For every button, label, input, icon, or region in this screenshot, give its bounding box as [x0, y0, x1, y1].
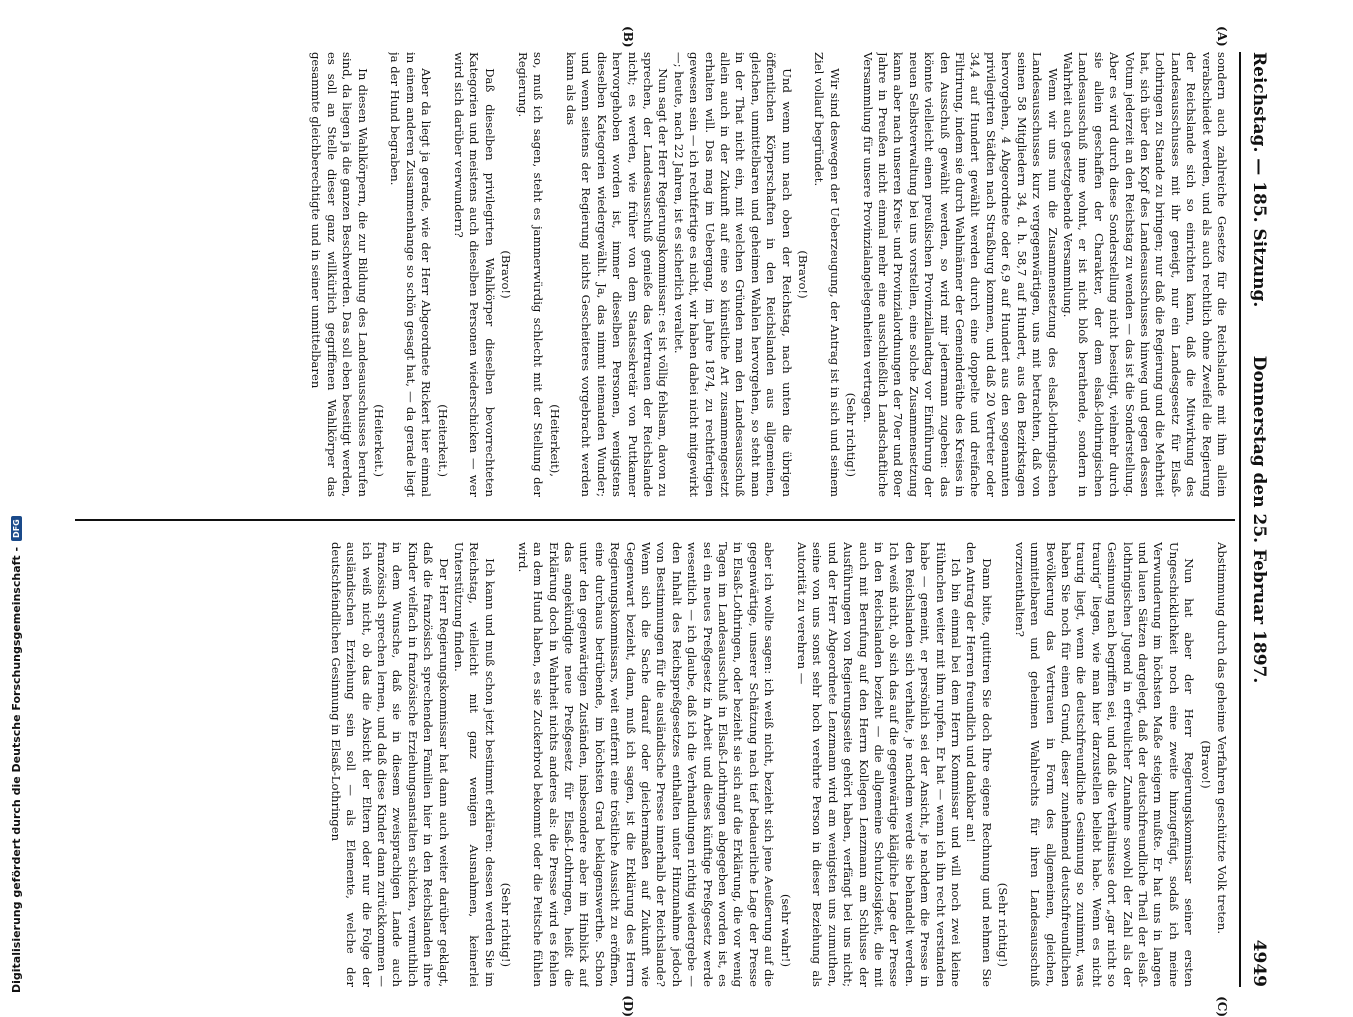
header-date: Donnerstag den 25. Februar 1897. [1249, 355, 1269, 684]
newspaper-page [70, 26, 1275, 1017]
left-column-paragraph: (Heiterkeit), [547, 404, 562, 477]
left-column-paragraph: (Sehr richtig!) [844, 392, 859, 477]
header-session: Reichstag. — 185. Sitzung. [1249, 52, 1269, 308]
margin-marker-b: (B) [621, 26, 635, 48]
left-column-paragraph: (Bravo!) [499, 250, 514, 299]
left-column-paragraph: (Bravo!) [796, 250, 811, 299]
right-column-paragraph: (Sehr richtig!) [499, 882, 514, 967]
credit-text: Digitalisierung gefördert durch die Deutsche Forschungsgemeinschaft - [10, 546, 23, 993]
left-column-paragraph: (Heiterkeit.) [372, 404, 387, 477]
right-column-paragraph: (Bravo!) [1198, 740, 1213, 789]
page-header [1239, 52, 1275, 987]
left-column-paragraph: Und wenn nun nach oben der Reichstag, nach unten die übrigen öffentlichen Körperschaften in den Reichslanden aus allgemeinen, gleichen, unmittelbaren und geheimen Wahlen hervorgehen, so steht man in der That nicht ein, mit welchen Gründen man den Landesausschuß allein auch in der Zukunft auf eine so künstliche Art zusammengesetzt erhalten will. Das mag im Uebergang, im Jahre 1874, zu rechtfertigen gewesen sein — ich rechtfertige es nicht, wir haben dabei nicht mitgewirkt —; heute, nach 22 Jahren, ist es sicherlich veraltet. [671, 52, 794, 497]
left-column-paragraph: In diesen Wahlkörpern, die zur Bildung des Landesausschusses berufen sind, da liegen ja die ganzen Beschwerden. Das soll eben beseitigt werden, es soll an Stelle dieser ganz willkürlich gegriffenen Wahlkörper das gesammte gleichberechtigte und in seiner unmittelbaren [309, 52, 370, 497]
left-column-paragraph: sondern auch zahlreiche Gesetze für die Reichslande mit ihm allein verabschiedet werden, und als auch rechtlich ohne Zweifel die Regierung der Reichslande sich so einrichten kann, daß die Mitwirkung des Landesausschusses mit ihr geneigt, nur ein Landesgesetz für Elsaß-Lothringen zu Stande zu bringen; nur daß die Regierung und die Mehrheit hat, sich über den Kopf des Landesausschusses hinweg und gegen dessen Votum jederzeit an den Reichstag zu wenden — das ist die Sonderstellung. Aber es wird durch diese Sonderstellung nicht beseitigt, vielmehr durch sie allein geschaffen der Charakter, der dem elsaß-lothringischen Landesausschuß inne wohnt, er ist nicht bloß berathende, sondern in Wahrheit auch gesetzgebende Versammlung. [1060, 52, 1229, 497]
right-column-paragraph: Nun hat aber der Herr Regierungskommissar seiner ersten Ungeschicklichkeit noch eine zweite hinzugefügt, sodaß ich meine Verwunderung im höchsten Maße steigern mußte. Er hat uns in langen und lauen Sätzen dargelegt, daß der deutschfreundliche Theil der elsaß-lothringischen Jugend in erfreulicher Zunahme sowohl der Zahl als der Gesinnung nach begriffen sei, und daß die Verhältnisse dort „gar nicht so traurig“ liegen, wie man hier darzustellen beliebt habe. Wenn es nicht traurig liegt, wenn die deutschfreundliche Gesinnung so zunimmt, was haben Sie noch für einen Grund, dieser zunehmend deutschfreundlichen Bevölkerung das Vertrauen in Form des allgemeinen, gleichen, unmittelbaren und geheimen Wahlrechts für ihren Landesausschuß vorzuenthalten? [1012, 542, 1197, 987]
left-column-paragraph: (Heiterkeit.) [435, 404, 450, 477]
right-column-paragraph: Der Herr Regierungskommissar hat dann auch weiter darüber geklagt, daß die französisch sprechenden Familien hier in den Reichslanden ihre Kinder vielfach in französische Erziehungsanstalten schicken, vermuthlich in dem Wunsche, daß sie in diesem zweisprachigen Lande auch französisch sprechen lernen, und daß diese Kinder dann zurückkommen — ich weiß nicht, ob das die Absicht der Eltern oder nur die Folge der ausländischen Erziehung sein soll — als Elemente, welche der deutschfeindlichen Gesinnung in Elsaß-Lothringen [328, 542, 451, 987]
left-column-paragraph: Aber da liegt ja gerade, wie der Herr Abgeordnete Rickert hier einmal in einem anderen Zusammenhange so schön gesagt hat, — da gerade liegt ja der Hund begraben. [388, 52, 434, 497]
page-number: 4949 [1249, 939, 1269, 987]
margin-marker-c: (C) [1215, 996, 1229, 1017]
left-column-paragraph: Nun sagt der Herr Regierungskommissar: es ist völlig fehlsam, davon zu sprechen, der Landesausschuß genieße das Vertrauen der Reichslande nicht; es werden, wie früher von dem Staatssekretär von Puttkamer hervorgehoben worden ist, immer dieselben Personen, wenigstens dieselben Kategorien wiedergewählt. Ja, das nimmt niemanden Wunder; und wenn seitens der Regierung nichts Gescheiteres vorgebracht werden kann als das [563, 52, 671, 497]
dfg-logo-icon: DFG [11, 516, 22, 541]
left-column [74, 52, 1229, 497]
right-column-paragraph: Ich kann und muß schon jetzt bestimmt erklären: dessen werden Sie im Reichstag, vielleicht mit ganz wenigen Ausnahmen, keinerlei Unterstützung finden. [452, 542, 497, 987]
left-column-paragraph: Daß dieselben privilegirten Wahlkörper dieselben bevorrechteten Kategorien und meistens auch dieselben Personen wiederschicken — wer wird sich darüber verwundern? [452, 52, 497, 497]
right-column-paragraph: (sehr wahr!) [778, 893, 793, 967]
margin-marker-d: (D) [621, 995, 635, 1017]
right-column [74, 542, 1229, 987]
digitisation-credit [10, 516, 23, 993]
left-column-paragraph: Wir sind deswegen der Ueberzeugung, der Antrag ist in sich und seinem Ziel vollauf begründet. [812, 52, 842, 497]
margin-marker-a: (A) [1215, 26, 1229, 47]
right-column-paragraph: (Sehr richtig!) [996, 882, 1011, 967]
left-column-paragraph: Wenn wir uns nun die Zusammensetzung des elsaß-lothringischen Landesausschusses kurz vergegenwärtigen, uns mit betrachten, daß von seinen 58 Mitgliedern 34, d. h. 58,7 auf Hundert, aus den Bezirkstagen hervorgehen, 4 Abgeordnete oder 6,9 auf Hundert aus den sogenannten privilegirten Städten nach Straßburg kommen, und daß 20 Vertreter oder 34,4 auf Hundert gewählt werden durch eine doppelte und dreifache Filtrirung, indem sie durch Wahlmänner der Gemeinderäthe des Kreises in den Ausschuß gewählt werden, so wird mir jedermann zugeben: das könnte vielleicht einen preußischen Provinziallandtag vor Einführung der neuen Selbstverwaltung bei uns vorstellen, eine solche Zusammensetzung kann aber nach unseren Kreis- und Provinzialordnungen der 70er und 80er Jahre in Preußen nicht einmal mehr eine ausschließlich Landschaftliche Versammlung für unsere Provinzialangelegenheiten vertragen. [860, 52, 1060, 497]
right-column-paragraph: Ich bin einmal bei dem Herrn Kommissar und will noch zwei kleine Hühnchen weiter mit ihm rupfen. Er hat — wenn ich ihn recht verstanden habe — gemeint, er persönlich sei der Ansicht, je nachdem die Presse in den Reichslanden sich verhalte, je nachdem werde sie behandelt werden. Ich weiß nicht, ob sich das auf die gegenwärtige klägliche Lage der Presse in den Reichslanden bezieht — die allgemeine Schutzlosigkeit, die mit auch mit Berufung auf den Herrn Kollegen Lenzmann am Schlusse der Ausführungen von Regierungsseite gehört haben, verfängt bei uns nicht; und der Herr Abgeordnete Lenzmann wird am wenigsten uns zumuthen, seine von uns sonst sehr hoch verehrte Person in dieser Beziehung als Autorität zu verehren — [795, 542, 964, 987]
right-column-paragraph: Abstimmung durch das geheime Verfahren geschützte Volk treten. [1215, 542, 1229, 935]
right-column-paragraph: aber ich wollte sagen: ich weiß nicht, bezieht sich jene Aeußerung auf die gegenwärtige, unserer Schätzung nach tief bedauerliche Lage der Presse in Elsaß-Lothringen, oder bezieht sie sich auf die Erklärung, die vor wenig Tagen im Landesausschuß in Elsaß-Lothringen abgegeben worden ist, es sei ein neues Preßgesetz in Arbeit und dieses künftige Preßgesetz werde wesentlich — ich glaube, daß ich die Verhandlungen richtig wiedergebe — den Inhalt des Reichspreßgesetzes enthalten unter Hinzunahme jedoch von Bestimmungen für die ausländische Presse innerhalb der Reichslande? Wenn sich die Sache darauf oder gleichermaßen auf Zukunft wie Gegenwart bezieht, dann, muß ich sagen, ist die Erklärung des Herrn Regierungskommissars, weit entfernt eine tröstliche Aussicht zu eröffnen, eine durchaus betrübende, im höchsten Grad beklagenswerthe. Schon unter den gegenwärtigen Zuständen, insbesondere aber im Hinblick auf das angekündigte neue Preßgesetz für Elsaß-Lothringen, heißt die Erklärung doch in Wahrheit nichts anderes als: die Presse wird es fehlen an dem Hund haben, es sie Zuckerbrod bekommt oder die Peitsche fühlen wird. [515, 542, 777, 987]
right-column-paragraph: Dann bitte, quittiren Sie doch Ihre eigene Rechnung und nehmen Sie den Antrag der Herren freundlich und dankbar an! [964, 542, 994, 987]
left-column-paragraph: so, muß ich sagen, steht es jammerwürdig schlecht mit der Stellung der Regierung. [515, 52, 546, 497]
column-divider [75, 519, 1235, 521]
